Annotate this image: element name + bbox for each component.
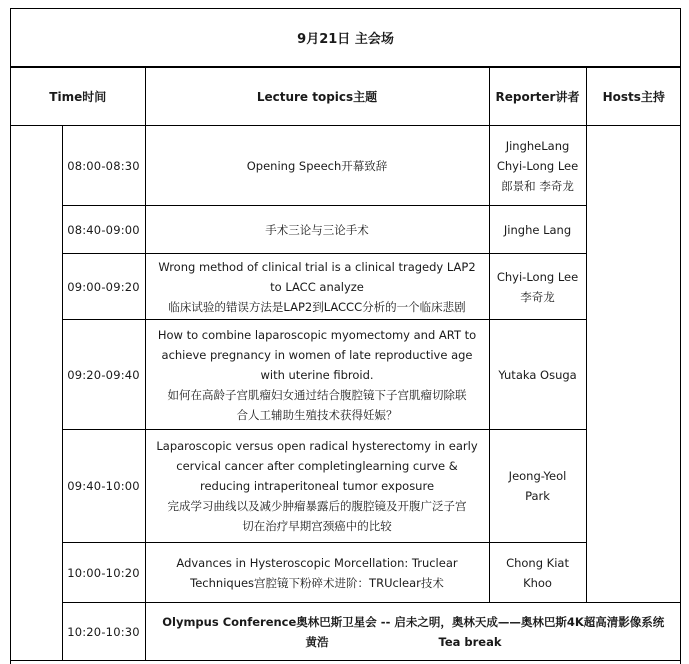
topic-line: reducing intraperitoneal tumor exposure	[199, 479, 435, 493]
tea-break-label: Tea break	[438, 634, 502, 649]
time-cell: 08:40-09:00	[62, 206, 145, 254]
time-cell: 10:20-10:30	[62, 603, 145, 661]
topic-cell	[145, 254, 489, 320]
topic-line: cervical cancer after completinglearning curve &	[176, 459, 458, 473]
reporter-line: Khoo	[523, 575, 552, 590]
conference-subline	[146, 632, 682, 652]
topic-line: Laparoscopic versus open radical hysterectomy in early	[156, 439, 478, 453]
topic-line: to LACC analyze	[270, 279, 364, 294]
reporter-line: Jeong-Yeol	[508, 469, 567, 483]
time-cell: 09:40-10:00	[62, 430, 145, 543]
topic-line: How to combine laparoscopic myomectomy and ART to	[157, 327, 477, 342]
page-title: 9月21日 主会场	[11, 9, 680, 67]
topic-cell	[145, 430, 489, 543]
table-row	[11, 254, 681, 320]
conference-row	[11, 603, 681, 661]
time-cell: 09:20-09:40	[62, 320, 145, 430]
topic-line: Opening Speech开幕致辞	[246, 158, 388, 173]
topic-line: Advances in Hysteroscopic Morcellation: Truclear	[176, 555, 458, 570]
topic-line: Techniques宫腔镜下粉碎术进阶：TRUclear技术	[190, 575, 444, 590]
topic-line: 临床试验的错误方法是LAP2到LACCC分析的一个临床悲剧	[168, 299, 466, 314]
reporter-line: 李奇龙	[520, 289, 555, 304]
time-cell: 09:00-09:20	[62, 254, 145, 320]
topic-line: with uterine fibroid.	[260, 367, 374, 382]
header-row	[11, 68, 681, 126]
reporter-line: Park	[525, 489, 550, 503]
reporter-line: 郎景和 李奇龙	[501, 178, 574, 193]
conference-cell	[145, 603, 681, 661]
topic-cell	[145, 126, 489, 206]
topic-line: achieve pregnancy in women of late reproductive age	[161, 347, 473, 362]
reporter-line: Chong Kiat	[506, 555, 569, 570]
topic-line: 如何在高龄子宫肌瘤妇女通过结合腹腔镜下子宫肌瘤切除联	[167, 387, 467, 402]
col-header-reporter: Reporter讲者	[489, 68, 586, 126]
topic-line: 切在治疗早期宫颈癌中的比较	[242, 519, 392, 533]
topic-line: Wrong method of clinical trial is a clinical tragedy LAP2	[158, 259, 476, 274]
reporter-line: Yutaka Osuga	[498, 367, 577, 382]
table-row	[11, 430, 681, 543]
col-header-hosts: Hosts主持	[586, 68, 681, 126]
conference-title: Olympus Conference奥林巴斯卫星会 -- 启未之明，奥林天成——奥林巴斯4K超高清影像系统	[162, 614, 665, 629]
topic-line: 完成学习曲线以及减少肿瘤暴露后的腹腔镜及开腹广泛子宫	[167, 499, 467, 513]
speaker-name: 黄浩	[305, 634, 329, 649]
reporter-cell	[489, 206, 586, 254]
reporter-line: JingheLang	[505, 138, 570, 153]
topic-cell	[145, 206, 489, 254]
reporter-cell	[489, 320, 586, 430]
reporter-line: Chyi-Long Lee	[496, 269, 579, 284]
topic-line: 手术三论与三论手术	[265, 222, 369, 237]
reporter-cell	[489, 254, 586, 320]
topic-cell	[145, 320, 489, 430]
reporter-cell	[489, 430, 586, 543]
time-cell: 10:00-10:20	[62, 543, 145, 603]
col-header-time: Time时间	[11, 68, 145, 126]
time-cell: 08:00-08:30	[62, 126, 145, 206]
table-row	[11, 126, 681, 206]
schedule-frame	[10, 8, 681, 664]
schedule-table	[11, 67, 681, 661]
table-row	[11, 543, 681, 603]
hosts-cell	[586, 126, 681, 603]
table-row	[11, 320, 681, 430]
reporter-line: Chyi-Long Lee	[496, 158, 579, 173]
topic-line: 合人工辅助生殖技术获得妊娠？	[236, 407, 398, 422]
reporter-cell	[489, 126, 586, 206]
table-row	[11, 206, 681, 254]
col-header-topic: Lecture topics主题	[145, 68, 489, 126]
reporter-line: Jinghe Lang	[503, 222, 572, 237]
topic-cell	[145, 543, 489, 603]
left-gutter	[11, 126, 62, 661]
reporter-cell	[489, 543, 586, 603]
